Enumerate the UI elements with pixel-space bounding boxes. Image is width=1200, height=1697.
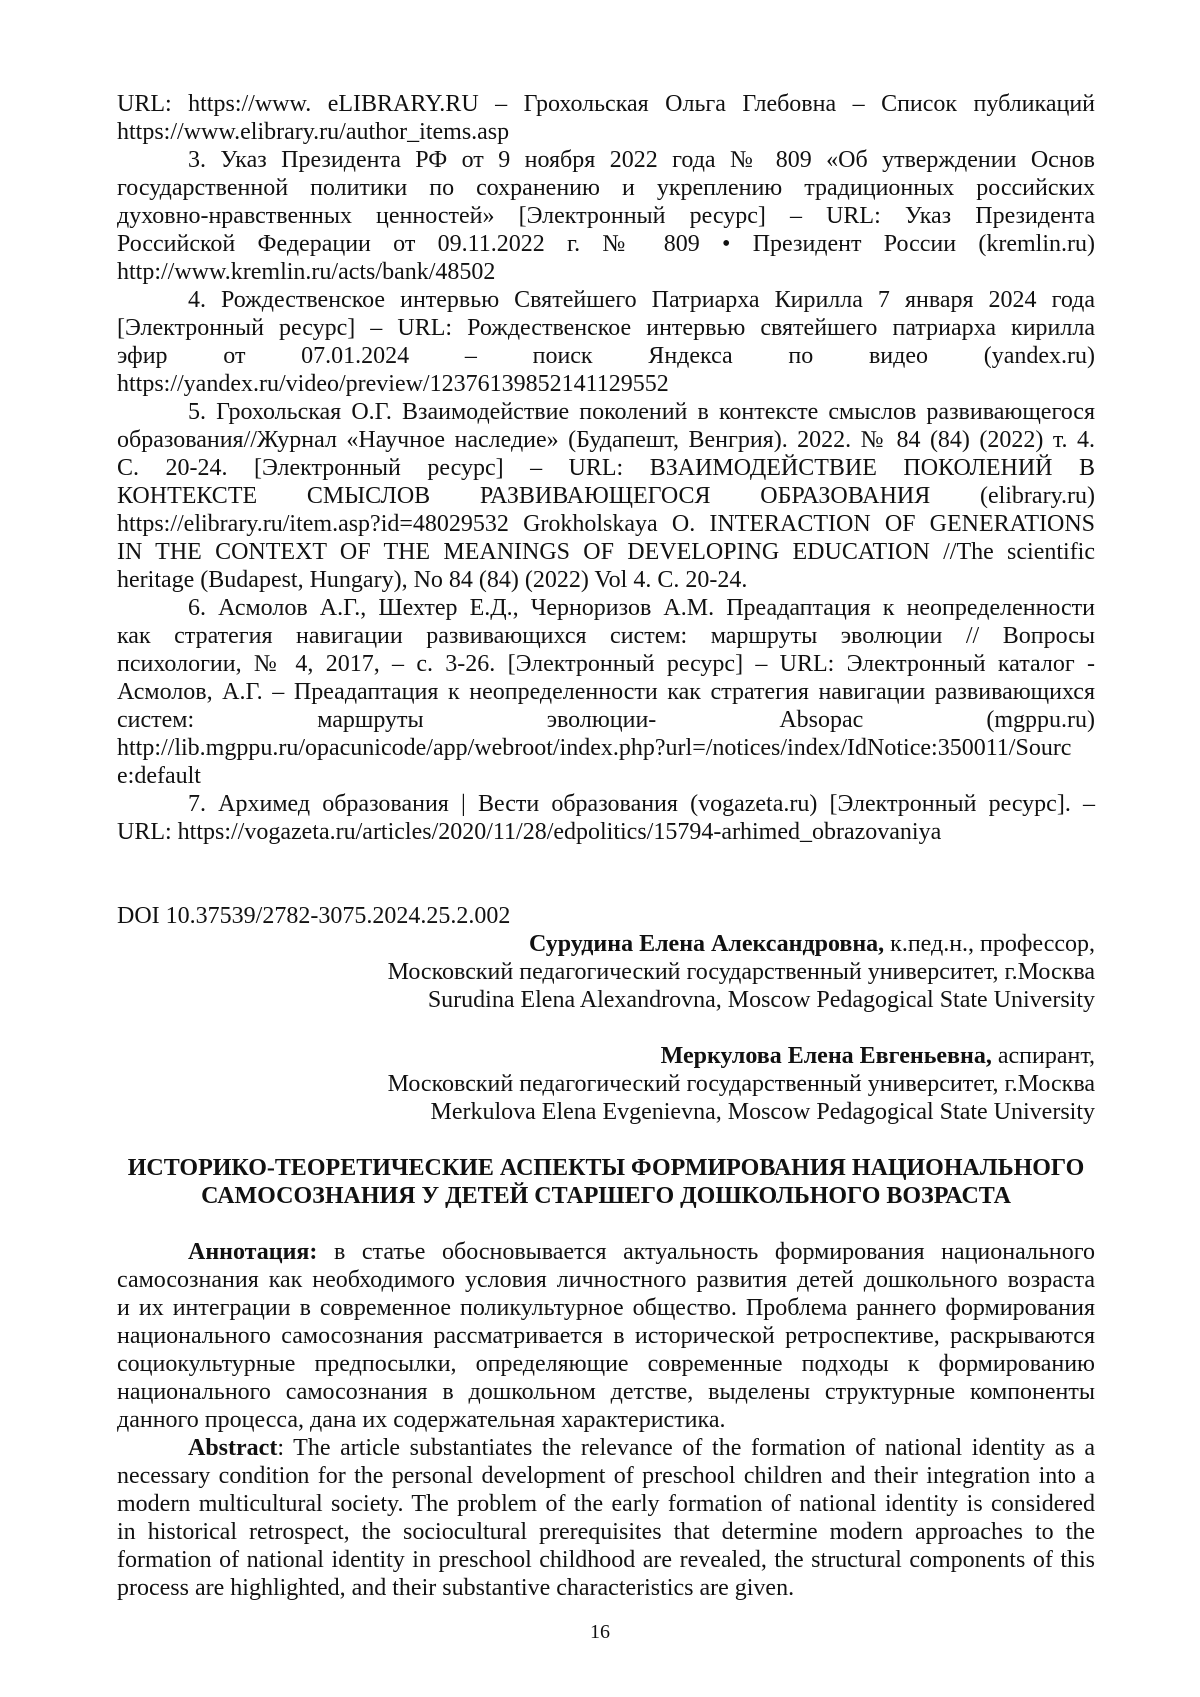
annotation bbox=[117, 1238, 1095, 1434]
abstract-label: Abstract bbox=[188, 1435, 277, 1461]
reference-item bbox=[117, 398, 1095, 594]
reference-line: Асмолов, А.Г. – Преадаптация к неопределенности как стратегия навигации развивающихся bbox=[117, 678, 1095, 706]
author-english: Merkulova Elena Evgenievna, Moscow Pedagogical State University bbox=[117, 1098, 1095, 1126]
reference-line: систем: маршруты эволюции- Absopac (mgppu.ru) bbox=[117, 706, 1095, 734]
abstract-line: process are highlighted, and their substantive characteristics are given. bbox=[117, 1574, 1095, 1602]
author-name: Меркулова Елена Евгеньевна, bbox=[661, 1043, 992, 1069]
author-affiliation: Московский педагогический государственный университет, г.Москва bbox=[117, 1070, 1095, 1098]
reference-item bbox=[117, 286, 1095, 398]
doi: DOI 10.37539/2782-3075.2024.25.2.002 bbox=[117, 902, 1095, 930]
reference-line: [Электронный ресурс] – URL: Рождественское интервью святейшего патриарха кирилла bbox=[117, 314, 1095, 342]
abstract-line: in historical retrospect, the sociocultural prerequisites that determine modern approaches to the bbox=[117, 1518, 1095, 1546]
author-affiliation: Московский педагогический государственный университет, г.Москва bbox=[117, 958, 1095, 986]
author-block bbox=[117, 930, 1095, 1126]
annotation-label: Аннотация: bbox=[188, 1239, 317, 1265]
author-role: аспирант, bbox=[992, 1043, 1095, 1069]
annotation-line: данного процесса, дана их содержательная характеристика. bbox=[117, 1406, 1095, 1434]
reference-line: эфир от 07.01.2024 – поиск Яндекса по видео (yandex.ru) bbox=[117, 342, 1095, 370]
abstract-line: formation of national identity in preschool childhood are revealed, the structural components of this bbox=[117, 1546, 1095, 1574]
reference-line: государственной политики по сохранению и укреплению традиционных российских bbox=[117, 174, 1095, 202]
annotation-first-line bbox=[117, 1238, 1095, 1266]
article-title-text: САМОСОЗНАНИЯ У ДЕТЕЙ СТАРШЕГО ДОШКОЛЬНОГО ВОЗРАСТА bbox=[201, 1183, 1011, 1209]
annotation-line: самосознания как необходимого условия личностного развития детей дошкольного возраста bbox=[117, 1266, 1095, 1294]
reference-line: IN THE CONTEXT OF THE MEANINGS OF DEVELOPING EDUCATION //The scientific bbox=[117, 538, 1095, 566]
abstract-first-line bbox=[117, 1434, 1095, 1462]
article-title-line bbox=[117, 1182, 1095, 1210]
abstract-line: modern multicultural society. The problem of the early formation of national identity is considered bbox=[117, 1490, 1095, 1518]
reference-line: heritage (Budapest, Hungary), No 84 (84) (2022) Vol 4. C. 20-24. bbox=[117, 566, 1095, 594]
abstract bbox=[117, 1434, 1095, 1602]
reference-item bbox=[117, 146, 1095, 286]
reference-item bbox=[117, 90, 1095, 146]
reference-line: 4. Рождественское интервью Святейшего Патриарха Кирилла 7 января 2024 года bbox=[117, 286, 1095, 314]
abstract-line: necessary condition for the personal development of preschool children and their integration into a bbox=[117, 1462, 1095, 1490]
reference-line: духовно-нравственных ценностей» [Электронный ресурс] – URL: Указ Президента bbox=[117, 202, 1095, 230]
reference-item bbox=[117, 594, 1095, 790]
reference-line: КОНТЕКСТЕ СМЫСЛОВ РАЗВИВАЮЩЕГОСЯ ОБРАЗОВАНИЯ (elibrary.ru) bbox=[117, 482, 1095, 510]
reference-list bbox=[117, 90, 1095, 846]
reference-line: 5. Грохольская О.Г. Взаимодействие поколений в контексте смыслов развивающегося bbox=[117, 398, 1095, 426]
reference-line: 6. Асмолов А.Г., Шехтер Е.Д., Черноризов А.М. Преадаптация к неопределенности bbox=[117, 594, 1095, 622]
abstract-text: : The article substantiates the relevance of the formation of national identity as a bbox=[277, 1435, 1095, 1461]
reference-line: Российской Федерации от 09.11.2022 г. № 809 • Президент России (kremlin.ru) bbox=[117, 230, 1095, 258]
reference-line: http://lib.mgppu.ru/opacunicode/app/webroot/index.php?url=/notices/index/IdNotice:350011/Sourc bbox=[117, 734, 1095, 762]
author-name: Сурудина Елена Александровна, bbox=[529, 931, 884, 957]
author-name-line bbox=[117, 1042, 1095, 1070]
annotation-line: и их интеграции в современное поликультурное общество. Проблема раннего формирования bbox=[117, 1294, 1095, 1322]
reference-line: e:default bbox=[117, 762, 1095, 790]
reference-line: URL: https://www. eLIBRARY.RU – Грохольская Ольга Глебовна – Список публикаций bbox=[117, 90, 1095, 118]
reference-line: 7. Архимед образования | Вести образования (vogazeta.ru) [Электронный ресурс]. – bbox=[117, 790, 1095, 818]
reference-line: URL: https://vogazeta.ru/articles/2020/11/28/edpolitics/15794-arhimed_obrazovaniya bbox=[117, 818, 1095, 846]
article-title-text: ИСТОРИКО-ТЕОРЕТИЧЕСКИЕ АСПЕКТЫ ФОРМИРОВАНИЯ НАЦИОНАЛЬНОГО bbox=[128, 1155, 1085, 1181]
reference-line: https://www.elibrary.ru/author_items.asp bbox=[117, 118, 1095, 146]
author-english: Surudina Elena Alexandrovna, Moscow Pedagogical State University bbox=[117, 986, 1095, 1014]
spacer bbox=[117, 1014, 1095, 1042]
reference-line: как стратегия навигации развивающихся систем: маршруты эволюции // Вопросы bbox=[117, 622, 1095, 650]
document-page bbox=[117, 90, 1095, 1602]
annotation-line: социокультурные предпосылки, определяющие современные подходы к формированию bbox=[117, 1350, 1095, 1378]
reference-item bbox=[117, 790, 1095, 846]
reference-line: https://elibrary.ru/item.asp?id=48029532 Grokholskaya O. INTERACTION OF GENERATIONS bbox=[117, 510, 1095, 538]
reference-line: http://www.kremlin.ru/acts/bank/48502 bbox=[117, 258, 1095, 286]
reference-line: 3. Указ Президента РФ от 9 ноября 2022 года № 809 «Об утверждении Основ bbox=[117, 146, 1095, 174]
annotation-line: национального самосознания рассматривается в исторической ретроспективе, раскрываются bbox=[117, 1322, 1095, 1350]
reference-line: образования//Журнал «Научное наследие» (Будапешт, Венгрия). 2022. № 84 (84) (2022) т. 4. bbox=[117, 426, 1095, 454]
author-role: к.пед.н., профессор, bbox=[884, 931, 1095, 957]
reference-line: психологии, № 4, 2017, – с. 3-26. [Электронный ресурс] – URL: Электронный каталог - bbox=[117, 650, 1095, 678]
reference-line: С. 20-24. [Электронный ресурс] – URL: ВЗАИМОДЕЙСТВИЕ ПОКОЛЕНИЙ В bbox=[117, 454, 1095, 482]
author-name-line bbox=[117, 930, 1095, 958]
reference-line: https://yandex.ru/video/preview/12376139852141129552 bbox=[117, 370, 1095, 398]
page-number: 16 bbox=[0, 1620, 1200, 1644]
annotation-text: в статье обосновывается актуальность формирования национального bbox=[317, 1239, 1095, 1265]
article-title-line bbox=[117, 1154, 1095, 1182]
annotation-line: национального самосознания в дошкольном детстве, выделены структурные компоненты bbox=[117, 1378, 1095, 1406]
